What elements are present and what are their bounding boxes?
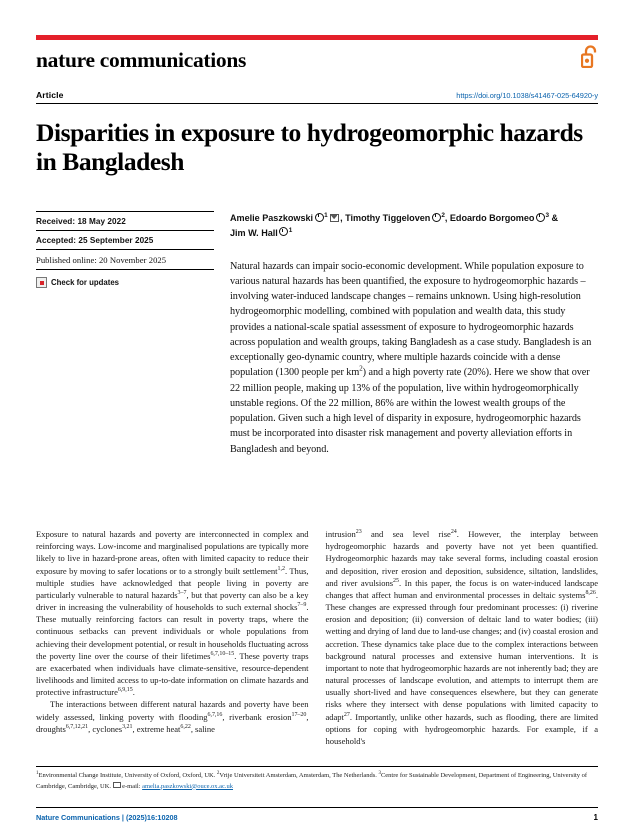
corresponding-email-link[interactable]: amelia.paszkowski@ouce.ox.ac.uk: [142, 782, 233, 790]
author-name-1[interactable]: Amelie Paszkowski: [230, 213, 314, 224]
author-sep-2: , Edoardo Borgomeo: [444, 213, 535, 224]
author-affil-sup-2: 2: [441, 212, 445, 220]
email-icon[interactable]: [330, 214, 340, 222]
page-title: Disparities in exposure to hydrogeomorphic hazards in Bangladesh: [36, 117, 583, 177]
header-columns: [36, 211, 598, 457]
orcid-icon[interactable]: [315, 213, 324, 222]
abstract-text: Natural hazards can impair socio-economic development. While population exposure to various natural hazards has been quantified, the exposure to hydrogeomorphic hazards – involving water-induced landscape changes – remains unknown. Using high-resolution hydrogeomorphic modelling, combined with population and wealth data, this study provides a national-scale spatial assessment of exposure to hydrogeomorphic hazards across population and wealth groups, taking Bangladesh as a case study. Bangladesh is an exceptionally geo-dynamic country, where multiple hazards coincide with a dense population (1300 people per $km^2$) and a high poverty rate (20%). Here we show that over 22 million people, making up 13% of the population, live within hydrogeomorphically unstable regions. Of the 22 million, 86% are within the lowest wealth groups of the population. Given such a high level of disparity in exposure, hydrogeomorphic hazards must be incorporated into disaster risk management and poverty alleviation efforts in Bangladesh and beyond.: [230, 260, 592, 455]
author-affil-sup-1: 1: [324, 212, 328, 220]
author-name-4[interactable]: Jim W. Hall: [230, 227, 278, 238]
masthead: [36, 0, 598, 72]
doi-link[interactable]: https://doi.org/10.1038/s41467-025-64920-y: [456, 90, 598, 100]
open-access-lock-icon: [581, 44, 598, 68]
journal-title: nature communications: [36, 48, 247, 72]
brand-rule: [36, 35, 598, 40]
orcid-icon[interactable]: [536, 213, 545, 222]
affiliation-2: Vrije Universiteit Amsterdam, Amsterdam, The Netherlands.: [219, 772, 379, 779]
email-label: e-mail:: [122, 782, 143, 790]
email-icon: [113, 782, 121, 788]
author-sep-1: , Timothy Tiggeloven: [340, 213, 431, 224]
author-sep-3: &: [549, 213, 559, 224]
author-list: [230, 211, 598, 240]
check-for-updates-label: Check for updates: [51, 278, 120, 288]
affiliation-sup-2: 2: [216, 770, 220, 776]
check-for-updates-badge[interactable]: [36, 277, 214, 288]
body-columns: [36, 528, 598, 747]
author-affil-sup-4: 1: [288, 226, 293, 234]
orcid-icon[interactable]: [432, 213, 441, 222]
published-date: Published online: 20 November 2025: [36, 249, 214, 270]
article-type-label: Article: [36, 89, 64, 100]
body-column-left: [36, 528, 309, 747]
page-number: 1: [593, 813, 598, 822]
crossmark-icon: [36, 277, 47, 288]
publication-history-column: [36, 211, 228, 457]
affiliation-sup-3: 3: [378, 770, 381, 776]
author-affil-sup-3: 3: [545, 212, 549, 220]
body-paragraph-1: Exposure to natural hazards and poverty are interconnected in complex and reinforcing ways. Low-income and marginalised populations are typically more likely to live in hazard-prone areas, often with limited capacity to reduce their exposure by moving to safer locations or to a strongly built settlement$^{1,2}$. Thus, multiple studies have acknowledged that people living in poverty are particularly vulnerable to natural hazards$^{3-7}$, but that poverty can also be a key driver in increasing the vulnerability of households to such external shocks$^{7-9}$. These mutually reinforcing factors can result in poverty traps, where the continuous setbacks can prevent individuals or whole populations from achieving their development potential, or result in households fluctuating across the poverty line over the course of their lifetimes$^{6,7,10-15}$. These poverty traps are exacerbated when individuals have climate-sensitive, resource-dependent livelihoods and limited access to up-to-date information on climate hazards and protective infrastructure$^{6,9,15}$.: [36, 529, 309, 698]
received-date: Received: 18 May 2022: [36, 211, 214, 230]
orcid-icon[interactable]: [279, 227, 288, 236]
article-type-bar: [36, 90, 598, 104]
affiliation-sup-1: 1: [36, 770, 39, 776]
accepted-date: Accepted: 25 September 2025: [36, 230, 214, 249]
footer-citation[interactable]: Nature Communications | (2025)16:10208: [36, 813, 178, 822]
page-footer: [36, 807, 598, 822]
affiliation-3: Centre for Sustainable Development, Department of Engineering, University of Cambridge, Cambridge, UK.: [36, 772, 588, 790]
body-column-right: [326, 528, 599, 747]
affiliations: [36, 766, 598, 792]
body-paragraph-2: The interactions between different natural hazards and poverty have been widely assessed, linking poverty with flooding$^{6,7,16}$, riverbank erosion$^{17-20}$, droughts$^{6,7,12,21}$, cyclones$^{3,21}$, extreme heat$^{6,22}$, saline: [36, 699, 309, 734]
authors-abstract-column: [228, 211, 598, 457]
affiliation-1: Environmental Change Institute, University of Oxford, Oxford, UK.: [38, 772, 217, 779]
body-paragraph-3: intrusion$^{23}$ and sea level rise$^{24}$. However, the interplay between hydrogeomorphic hazards and poverty have not yet been quantified. Hydrogeomorphic hazards may take several forms, including coastal erosion and deposition, river erosion and deposition, subsidence, siltation, landslides, and river avulsions$^{25}$. In this paper, the focus is on water-induced landscape changes that affect human and environmental processes in deltaic systems$^{8,26}$. These changes are expressed through four predominant processes: (i) riverine erosion and deposition; (ii) conversion of deltaic land to water bodies; (iii) wetting and drying of land due to land-use changes; and (iv) coastal erosion and accretion. These dynamics take place due to the complex interactions between background natural processes and extensive human interventions. It is important to note that hydrogeomorphic hazards are not inherently bad; they are natural processes of landscape evolution, and attempts to interrupt them are usually short-lived and have consequences elsewhere, but they can generate risks where they intersect with dense populations with limited capacity to adapt$^{27}$. Importantly, unlike other hazards, such as flooding, there are limited options for coping with hydrogeomorphic hazards. For example, if a household's: [325, 529, 598, 746]
